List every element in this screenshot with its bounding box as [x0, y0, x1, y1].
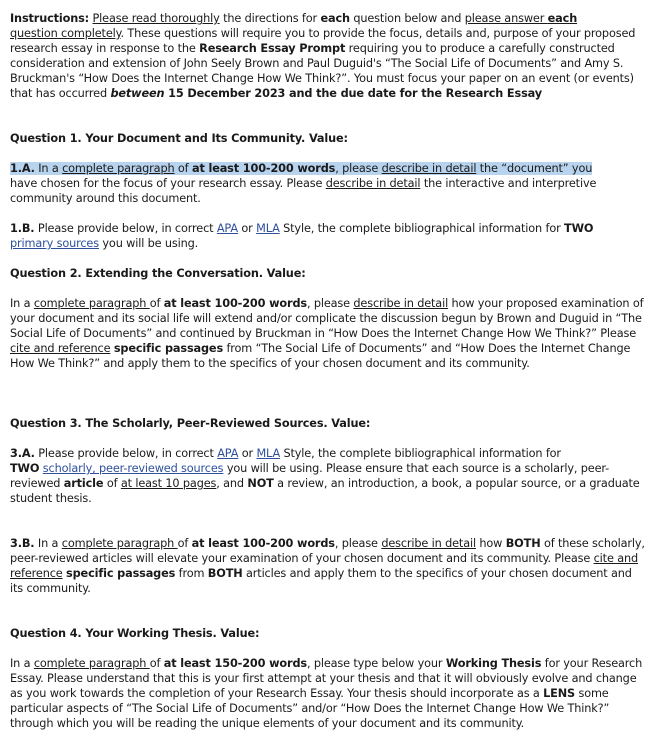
read-thoroughly-text: Please read thoroughly	[92, 12, 220, 25]
question-1a-paragraph: 1.A. In a complete paragraph of at least 100-200 words, please describe in detail the “document” you have chosen for the focus of your research essay. Please describe in detail the interactive and interpretive community around this document.	[10, 162, 597, 205]
apa-link[interactable]: APA	[217, 447, 239, 460]
question-2-heading: Question 2. Extending the Conversation. Value:	[10, 267, 306, 280]
question-3a-paragraph: 3.A. Please provide below, in correct APA or MLA Style, the complete bibliographical information for TWO scholarly, peer-reviewed sources you will be using. Please ensure that each source is a scholarly, peer-reviewed article of at least 10 pages, and NOT a review, an introduction, a book, a popular source, or a graduate student thesis.	[10, 447, 640, 505]
question-1-heading: Question 1. Your Document and Its Community. Value:	[10, 132, 348, 145]
apa-link[interactable]: APA	[216, 222, 238, 235]
scholarly-sources-link[interactable]: scholarly, peer-reviewed sources	[42, 462, 224, 475]
instructions-label: Instructions:	[10, 12, 90, 25]
question-1b-paragraph: 1.B. Please provide below, in correct APA or MLA Style, the complete bibliographical information for TWO primary sources you will be using.	[10, 222, 594, 250]
question-4-heading: Question 4. Your Working Thesis. Value:	[10, 627, 260, 640]
mla-link[interactable]: MLA	[256, 222, 280, 235]
primary-sources-link[interactable]: primary sources	[10, 237, 99, 250]
selected-text-highlight[interactable]: 1.A. In a complete paragraph of at least 100-200 words, please describe in detail the “document” you	[10, 162, 593, 175]
question-3b-paragraph: 3.B. In a complete paragraph of at least 100-200 words, please describe in detail how BOTH of these scholarly, peer-reviewed articles will elevate your examination of your chosen document and its community. Please cite and reference specific passages from BOTH articles and apply them to the specifics of your chosen document and its community.	[10, 537, 645, 595]
question-4-paragraph: In a complete paragraph of at least 150-200 words, please type below your Working Thesis for your Research Essay. Please understand that this is your first attempt at your thesis and that it will obviously evolve and change as you work towards the completion of your Research Essay. Your thesis should incorporate as a LENS some particular aspects of “The Social Life of Documents” and/or “How Does the Internet Change How We Think?” through which you will be reading the unique elements of your document and its community.	[10, 657, 643, 730]
question-2-paragraph: In a complete paragraph of at least 100-200 words, please describe in detail how your proposed examination of your document and its social life will extend and/or complicate the discussion begun by Brown and Duguid in “The Social Life of Documents” and continued by Bruckman in “How Does the Internet Change How We Think?” Please cite and reference specific passages from “The Social Life of Documents” and “How Does the Internet Change How We Think?” and apply them to the specifics of your chosen document and its community.	[10, 297, 644, 370]
mla-link[interactable]: MLA	[256, 447, 281, 460]
question-3-heading: Question 3. The Scholarly, Peer-Reviewed Sources. Value:	[10, 417, 371, 430]
instructions-paragraph: Instructions: Please read thoroughly the directions for each question below and please answer each question completely. These questions will require you to provide the focus, details and, purpose of your proposed research essay in response to the Research Essay Prompt requiring you to produce a carefully constructed consideration and extension of John Seely Brown and Paul Duguid's “The Social Life of Documents” and Amy S. Bruckman's “How Does the Internet Change How We Think?”. You must focus your paper on an event (or events) that has occurred between 15 December 2023 and the due date for the Research Essay	[10, 12, 636, 100]
